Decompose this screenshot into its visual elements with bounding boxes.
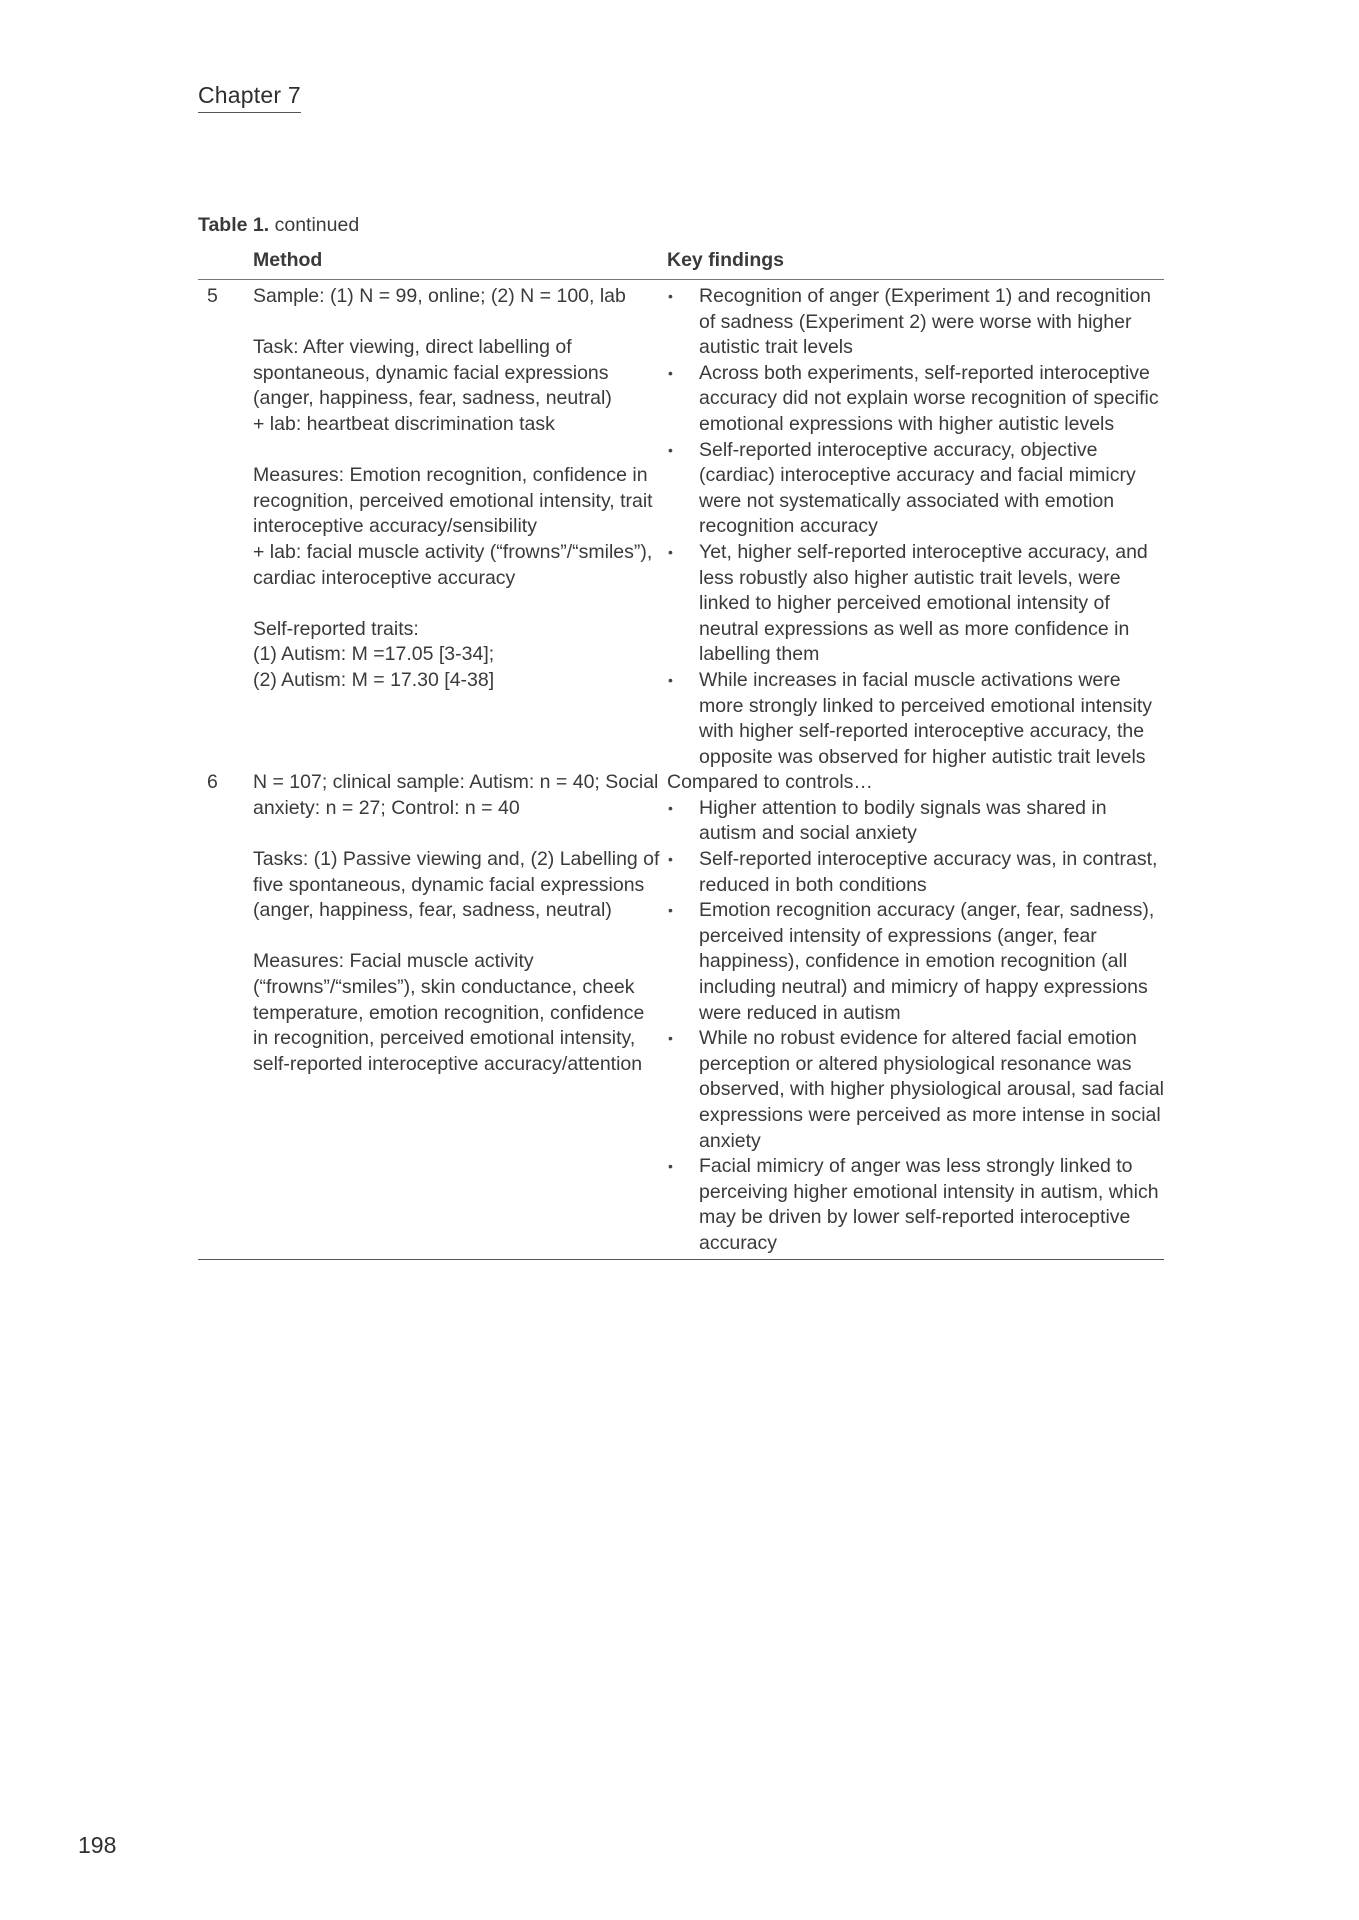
header-key-findings: Key findings [667, 249, 785, 271]
finding-item: • While increases in facial muscle activations were more strongly linked to perceived emotional intensity with higher self-reported interoceptive accuracy, the opposite was observed for higher autistic trait levels [667, 668, 1164, 770]
finding-item: • Across both experiments, self-reported interoceptive accuracy did not explain worse recognition of specific emotional expressions with higher autistic levels [667, 361, 1164, 438]
table-bottom-rule [198, 1259, 1164, 1260]
table-caption [198, 214, 359, 237]
finding-item: • Self-reported interoceptive accuracy, objective (cardiac) interoceptive accuracy and facial mimicry were not systematically associated with emotion recognition accuracy [667, 438, 1164, 540]
header-number-cell [198, 244, 253, 279]
row-number: 6 [207, 771, 218, 794]
chapter-title: Chapter 7 [198, 82, 301, 113]
method-paragraph: Measures: Emotion recognition, confidence in recognition, perceived emotional intensity, trait interoceptive accuracy/sensibility [253, 464, 653, 538]
method-paragraph: (1) Autism: M =17.05 [3-34]; [253, 643, 495, 666]
page-number: 198 [78, 1832, 117, 1858]
method-paragraph: N = 107; clinical sample: Autism: n = 40; Social anxiety: n = 27; Control: n = 40 [253, 771, 659, 819]
method-paragraph: (2) Autism: M = 17.30 [4-38] [253, 668, 495, 691]
finding-item: • Self-reported interoceptive accuracy was, in contrast, reduced in both conditions [667, 847, 1164, 898]
method-paragraph: Measures: Facial muscle activity (“frowns”/“smiles”), skin conductance, cheek temperature, emotion recognition, confidence in recognition, perceived emotional intensity, self-reported interoceptive accuracy/attention [253, 950, 645, 1075]
finding-item: • Facial mimicry of anger was less strongly linked to perceiving higher emotional intensity in autism, which may be driven by lower self-reported interoceptive accuracy [667, 1154, 1164, 1256]
method-cell [253, 770, 667, 1256]
header-method: Method [253, 249, 323, 271]
findings-table [198, 244, 1164, 1260]
paragraph-gap [253, 821, 661, 847]
row-number: 5 [207, 285, 218, 307]
table-label: Table 1. [198, 214, 270, 236]
findings-intro: Compared to controls… [667, 771, 873, 794]
table-row [198, 770, 1164, 1256]
method-paragraph: Task: After viewing, direct labelling of spontaneous, dynamic facial expressions (anger, happiness, fear, sadness, neutral) [253, 336, 612, 410]
paragraph-gap [253, 591, 661, 617]
finding-item: • Recognition of anger (Experiment 1) and recognition of sadness (Experiment 2) were worse with higher autistic trait levels [667, 284, 1164, 361]
table-row [198, 284, 1164, 770]
paragraph-gap [253, 924, 661, 950]
findings-list [667, 796, 1164, 1257]
finding-item: • Emotion recognition accuracy (anger, fear, sadness), perceived intensity of expressions (anger, fear happiness), confidence in emotion recognition (all including neutral) and mimicry of happy expressions were reduced in autism [667, 898, 1164, 1026]
method-paragraph: Self-reported traits: [253, 617, 419, 640]
method-paragraph: Sample: (1) N = 99, online; (2) N = 100, lab [253, 285, 626, 307]
findings-cell [667, 284, 1164, 770]
table-header [198, 244, 1164, 280]
method-paragraph: + lab: heartbeat discrimination task [253, 412, 555, 435]
findings-cell [667, 770, 1164, 1256]
finding-item: • Higher attention to bodily signals was shared in autism and social anxiety [667, 796, 1164, 847]
paragraph-gap [253, 438, 661, 464]
method-cell [253, 284, 667, 770]
paragraph-gap [253, 310, 661, 336]
method-paragraph: Tasks: (1) Passive viewing and, (2) Labelling of five spontaneous, dynamic facial expressions (anger, happiness, fear, sadness, neutral) [253, 848, 660, 922]
finding-item: • Yet, higher self-reported interoceptive accuracy, and less robustly also higher autistic trait levels, were linked to higher perceived emotional intensity of neutral expressions as well as more confidence in labelling them [667, 540, 1164, 668]
findings-list [667, 284, 1164, 770]
finding-item: • While no robust evidence for altered facial emotion perception or altered physiological resonance was observed, with higher physiological arousal, sad facial expressions were perceived as more intense in social anxiety [667, 1026, 1164, 1154]
table-caption-text: continued [274, 214, 360, 236]
method-paragraph: + lab: facial muscle activity (“frowns”/“smiles”), cardiac interoceptive accuracy [253, 540, 653, 589]
table-body [198, 284, 1164, 1257]
